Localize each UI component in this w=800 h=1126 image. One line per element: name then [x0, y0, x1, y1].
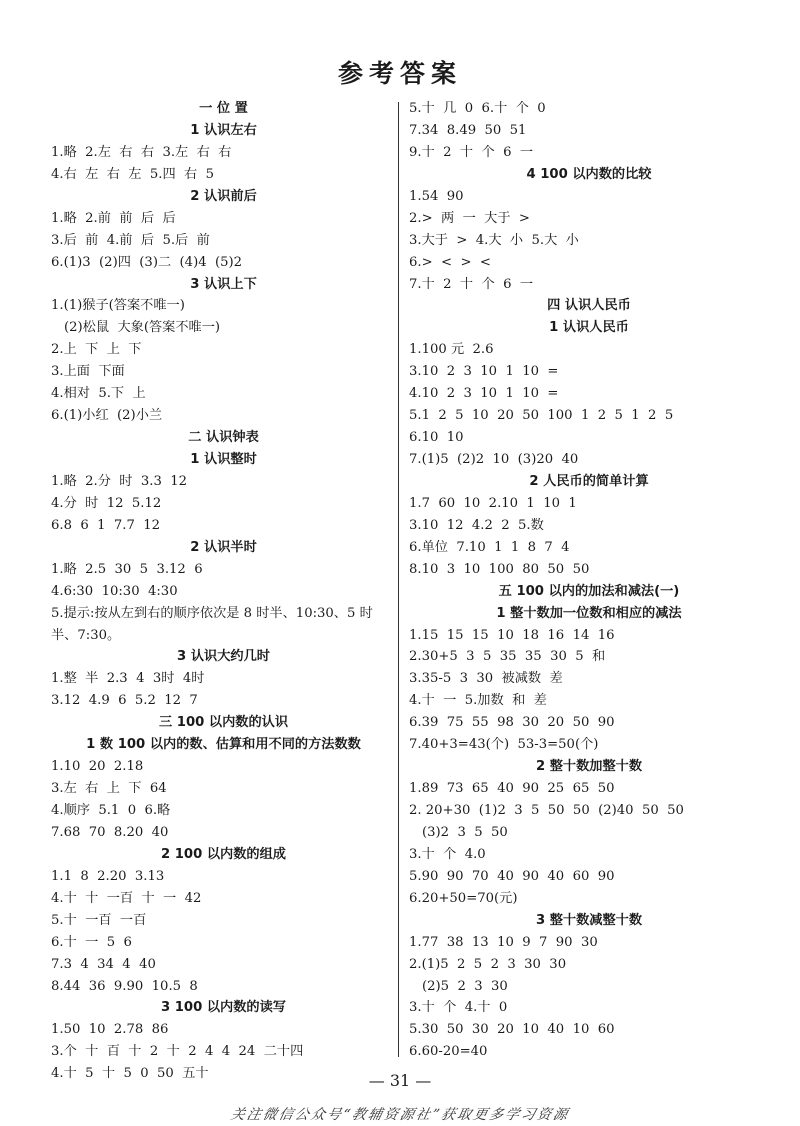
answer-line: 1.整 半 2.3 4 3时 4时	[51, 671, 205, 687]
answer-line: 1.略 2.分 时 3.3 12	[51, 473, 188, 489]
section-heading: 1 整十数加一位数和相应的减法	[496, 605, 682, 621]
answer-line: 3.大于 > 4.大 小 5.大 小	[409, 232, 579, 248]
answer-line: 4.十 一 5.加数 和 差	[409, 693, 547, 709]
answer-line: 4.10 2 3 10 1 10 =	[409, 386, 559, 402]
section-heading: 三 100 以内数的认识	[158, 715, 289, 731]
answer-line: 6.(1)3 (2)四 (3)二 (4)4 (5)2	[51, 254, 243, 270]
answer-line: 6.60-20=40	[409, 1044, 488, 1060]
answer-line: 1.略 2.前 前 后 后	[51, 210, 176, 226]
answer-line: 7.十 2 十 个 6 一	[409, 276, 534, 292]
answer-line: 1.(1)猴子(答案不唯一)	[51, 298, 185, 314]
answer-line: 3.十 个 4.十 0	[409, 1000, 508, 1016]
answer-line: 1.77 38 13 10 9 7 90 30	[409, 934, 598, 950]
section-heading: 1 数 100 以内的数、估算和用不同的方法数数	[86, 737, 361, 753]
answer-line: 9.十 2 十 个 6 一	[409, 144, 534, 160]
answer-line: 4.十 5 十 5 0 50 五十	[51, 1066, 209, 1082]
section-heading: 四 认识人民币	[547, 298, 631, 314]
section-heading: 4 100 以内数的比较	[526, 166, 652, 182]
answer-line: 5.十 一百 一百	[51, 912, 147, 928]
answer-line: 3.十 个 4.0	[409, 846, 486, 862]
answer-line: 7.40+3=43(个) 53-3=50(个)	[409, 737, 599, 753]
answer-line: (2)松鼠 大象(答案不唯一)	[64, 320, 221, 336]
page-title: 参考答案	[337, 59, 462, 88]
answer-line: 1.1 8 2.20 3.13	[51, 868, 165, 884]
answer-line: 1.15 15 15 10 18 16 14 16	[409, 627, 615, 643]
answer-line: 5.90 90 70 40 90 40 60 90	[409, 868, 615, 884]
section-heading: 3 整十数减整十数	[535, 912, 643, 928]
answer-line: 3.35-5 3 30 被减数 差	[409, 671, 563, 687]
section-heading: 五 100 以内的加法和减法(一)	[498, 583, 680, 599]
page-number: — 31 —	[368, 1071, 432, 1090]
section-heading: 3 认识上下	[190, 276, 257, 292]
section-heading: 3 100 以内数的读写	[160, 1000, 286, 1016]
answer-line: 6.20+50=70(元)	[409, 890, 518, 906]
answer-line: 1.54 90	[409, 188, 464, 204]
answer-line: 5.十 几 0 6.十 个 0	[409, 101, 546, 116]
answer-line: 4.相对 5.下 上	[51, 386, 146, 402]
answer-line: 4.6:30 10:30 4:30	[51, 583, 178, 599]
answer-line: (2)5 2 3 30	[422, 978, 508, 994]
answer-line: 2. 20+30 (1)2 3 5 50 50 (2)40 50 50	[409, 803, 684, 818]
answer-line: 6.十 一 5 6	[51, 934, 132, 950]
answer-line: 1.10 20 2.18	[51, 759, 144, 775]
answer-line: 8.44 36 9.90 10.5 8	[51, 978, 198, 994]
section-heading: 2 认识前后	[190, 188, 257, 204]
answer-line: 2.> 两 一 大于 >	[409, 210, 530, 226]
answer-line: 5.30 50 30 20 10 40 10 60	[409, 1022, 615, 1038]
answer-line: 1.89 73 65 40 90 25 65 50	[409, 781, 615, 797]
answer-line: 6.8 6 1 7.7 12	[51, 517, 161, 533]
answer-line: 1.略 2.左 右 右 3.左 右 右	[51, 144, 232, 160]
footer-watermark: 关注微信公众号“教辅资源社”获取更多学习资源	[229, 1107, 571, 1123]
answer-line: 2.(1)5 2 5 2 3 30 30	[409, 956, 567, 972]
section-heading: 1 认识整时	[190, 452, 257, 467]
answer-line: 2.30+5 3 5 35 35 30 5 和	[409, 649, 606, 665]
answer-line: 7.34 8.49 50 51	[409, 122, 527, 138]
answer-line: 3.个 十 百 十 2 十 2 4 4 24 二十四	[51, 1044, 304, 1060]
section-heading: 3 认识大约几时	[177, 649, 270, 665]
section-heading: 二 认识钟表	[188, 430, 259, 446]
column-divider	[398, 102, 399, 1057]
answer-line: 3.10 2 3 10 1 10 =	[409, 364, 559, 380]
answer-line: 6.39 75 55 98 30 20 50 90	[409, 715, 615, 731]
section-heading: 2 100 以内数的组成	[160, 846, 286, 862]
answer-line: 半、7:30。	[51, 627, 121, 643]
answer-line: 6.(1)小红 (2)小兰	[51, 408, 163, 424]
answer-line: 2.上 下 上 下	[51, 342, 142, 358]
answer-line: 1.7 60 10 2.10 1 10 1	[409, 495, 577, 511]
answer-line: 5.提示:按从左到右的顺序依次是 8 时半、10:30、5 时	[51, 605, 373, 621]
section-heading: 1 认识人民币	[549, 320, 629, 336]
answer-line: 3.后 前 4.前 后 5.后 前	[51, 232, 210, 248]
left-answer-column	[51, 98, 396, 1085]
section-heading: 一 位 置	[199, 101, 248, 116]
answer-line: 7.3 4 34 4 40	[51, 956, 156, 972]
answer-line: 4.分 时 12 5.12	[51, 495, 162, 511]
answer-line: 4.十 十 一百 十 一 42	[51, 890, 202, 906]
answer-line: 1.50 10 2.78 86	[51, 1022, 169, 1038]
answer-line: 5.1 2 5 10 20 50 100 1 2 5 1 2 5	[409, 408, 674, 424]
answer-line: 7.(1)5 (2)2 10 (3)20 40	[409, 452, 579, 467]
answer-line: 1.略 2.5 30 5 3.12 6	[51, 561, 203, 577]
section-heading: 2 整十数加整十数	[535, 759, 643, 775]
right-answer-column	[409, 98, 769, 1063]
answer-line: 8.10 3 10 100 80 50 50	[409, 561, 590, 577]
answer-line: 1.100 元 2.6	[409, 342, 494, 358]
answer-line: 7.68 70 8.20 40	[51, 824, 169, 840]
answer-line: 4.右 左 右 左 5.四 右 5	[51, 166, 214, 182]
answer-line: 3.上面 下面	[51, 364, 125, 380]
answer-line: (3)2 3 5 50	[422, 824, 508, 840]
section-heading: 2 人民币的简单计算	[529, 473, 649, 489]
answer-line: 3.左 右 上 下 64	[51, 781, 167, 797]
section-heading: 1 认识左右	[190, 122, 257, 138]
answer-line: 6.单位 7.10 1 1 8 7 4	[409, 539, 570, 555]
answer-line: 6.> < > <	[409, 254, 491, 270]
answer-line: 4.顺序 5.1 0 6.略	[51, 803, 171, 818]
section-heading: 2 认识半时	[190, 539, 257, 555]
answer-line: 3.10 12 4.2 2 5.数	[409, 517, 544, 533]
answer-line: 3.12 4.9 6 5.2 12 7	[51, 693, 198, 709]
answer-line: 6.10 10	[409, 430, 464, 446]
